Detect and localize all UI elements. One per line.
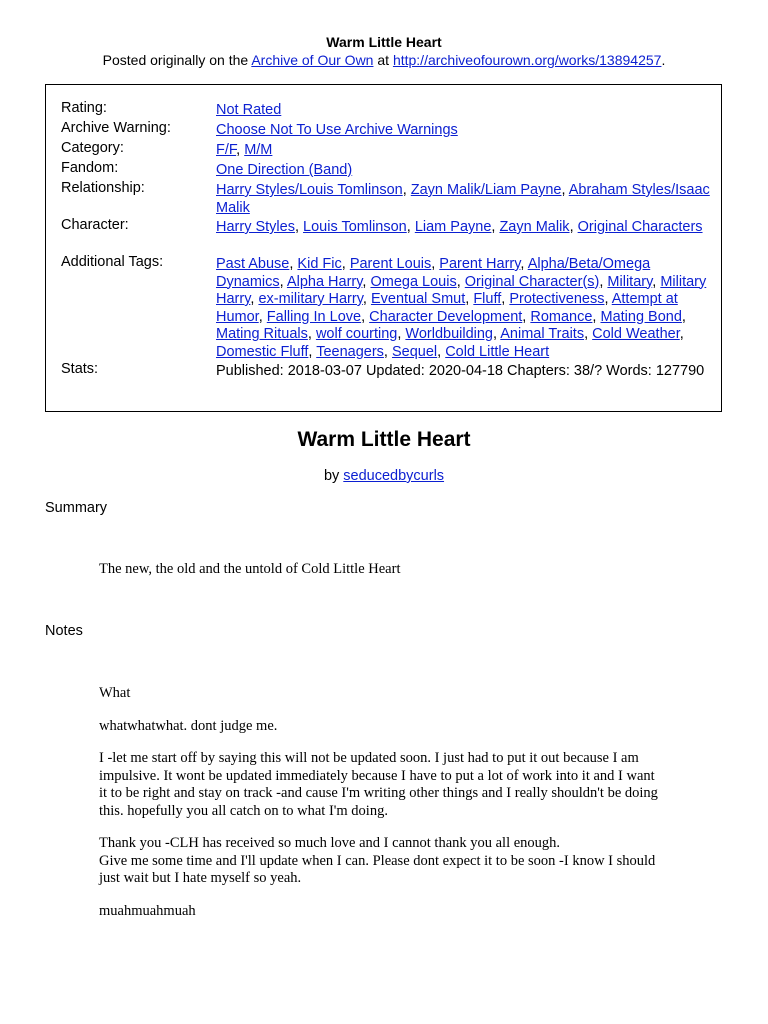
category-link[interactable]: M/M [244, 142, 273, 158]
character-label: Character: [61, 217, 129, 233]
notes-paragraph-2: whatwhatwhat. dont judge me. [99, 717, 278, 734]
relationship-label: Relationship: [61, 180, 145, 196]
tag-link[interactable]: Cold Weather [592, 326, 680, 342]
posted-line [0, 52, 768, 68]
tag-link[interactable]: Romance [530, 308, 593, 325]
tag-link[interactable]: Sequel [391, 343, 438, 360]
tag-link[interactable]: Fluff [473, 291, 502, 307]
character-link[interactable]: Harry Styles [216, 219, 295, 235]
byline [0, 468, 768, 484]
notes-paragraph-4-line-2: Give me some time and I'll update when I can. Please dont expect it to be soon -I know I should just wait but I hate myself so yeah. [99, 852, 656, 886]
work-url-link[interactable]: http://archiveofourown.org/works/13894257 [392, 52, 662, 68]
relationship-link[interactable]: Harry Styles/Louis Tomlinson [216, 182, 403, 198]
summary-text [99, 561, 664, 579]
posted-prefix: Posted originally on the [102, 52, 252, 68]
work-metadata-box [45, 84, 722, 412]
fandom-label: Fandom: [61, 160, 119, 176]
summary-heading: Summary [45, 500, 108, 516]
warning-label: Archive Warning: [61, 120, 171, 136]
work-title: Warm Little Heart [297, 428, 471, 451]
tag-link[interactable]: Past Abuse [216, 256, 290, 272]
tag-list: Past Abuse, Kid Fic, Parent Louis, Parent Harry, Alpha/Beta/Omega Dynamics, Alpha Harry, Omega Louis, Original Character(s), Military, Military Harry, ex-military Harry, Eventual Smut, Fluff, Protectiveness, Attempt at Humor, Falling In Love, Character Development, Romance, Mating Bond, Mating Rituals, wolf courting, Worldbuilding, Animal Traits, Cold Weather, Domestic Fluff, Teenagers, Sequel, Cold Little Heart [216, 256, 707, 360]
summary-paragraph: The new, the old and the untold of Cold Little Heart [99, 561, 401, 577]
character-link[interactable]: Liam Payne [414, 219, 492, 235]
category-list: F/F, M/M [216, 142, 273, 158]
notes-text [99, 685, 664, 920]
stats-value: Published: 2018-03-07 Updated: 2020-04-18 Chapters: 38/? Words: 127790 [216, 363, 705, 379]
tag-link[interactable]: Military Harry [216, 273, 707, 307]
relationship-list: Harry Styles/Louis Tomlinson, Zayn Malik/Liam Payne, Abraham Styles/Isaac Malik [216, 182, 710, 216]
tag-link[interactable]: ex-military Harry [258, 291, 363, 307]
author-link[interactable]: seducedbycurls [343, 468, 445, 484]
tag-link[interactable]: Domestic Fluff [216, 343, 309, 360]
tag-link[interactable]: Military [607, 273, 653, 290]
notes-heading: Notes [45, 623, 83, 639]
rating-link[interactable]: Not Rated [216, 102, 282, 118]
character-link[interactable]: Zayn Malik [499, 219, 570, 235]
tag-link[interactable]: Parent Louis [349, 256, 432, 272]
tag-link[interactable]: Parent Harry [439, 256, 521, 272]
tag-link[interactable]: Falling In Love [266, 308, 362, 325]
tag-link[interactable]: Alpha/Beta/Omega Dynamics [216, 256, 651, 290]
posted-suffix: . [661, 52, 666, 68]
relationship-link[interactable]: Abraham Styles/Isaac Malik [216, 182, 710, 216]
tag-link[interactable]: Character Development [369, 308, 523, 325]
character-list: Harry Styles, Louis Tomlinson, Liam Payne, Zayn Malik, Original Characters [216, 219, 703, 235]
tag-link[interactable]: Animal Traits [500, 326, 585, 342]
tag-link[interactable]: Kid Fic [297, 256, 342, 272]
by-prefix: by [323, 468, 344, 484]
tag-link[interactable]: Mating Bond [600, 308, 682, 325]
notes-paragraph-5: muahmuahmuah [99, 902, 196, 919]
warning-link[interactable]: Choose Not To Use Archive Warnings [216, 122, 458, 138]
tag-link[interactable]: Omega Louis [370, 273, 457, 290]
notes-paragraph-4-line-1: Thank you -CLH has received so much love and I cannot thank you all enough. [99, 835, 561, 851]
tag-link[interactable]: Attempt at Humor [216, 291, 678, 325]
tag-link[interactable]: Mating Rituals [216, 326, 308, 342]
category-label: Category: [61, 140, 124, 156]
notes-paragraph-1: What [99, 685, 131, 701]
tags-label: Additional Tags: [61, 254, 164, 270]
tag-link[interactable]: Alpha Harry [286, 273, 363, 290]
category-link[interactable]: F/F [216, 142, 237, 158]
tag-link[interactable]: Eventual Smut [370, 291, 466, 307]
tag-link[interactable]: Original Character(s) [464, 273, 600, 290]
fandom-link[interactable]: One Direction (Band) [216, 162, 353, 178]
tag-link[interactable]: Teenagers [316, 343, 384, 360]
posted-mid: at [373, 52, 393, 68]
character-link[interactable]: Louis Tomlinson [303, 219, 407, 235]
document-header-title: Warm Little Heart [326, 34, 442, 50]
tag-link[interactable]: Worldbuilding [405, 326, 493, 342]
notes-paragraph-3: I -let me start off by saying this will not be updated soon. I just had to put it out because I am impulsive. It wont be updated immediately because I have to put a lot of work into it and I want it to be right and stay on track -and cause I'm writing other things and I really shouldn't be doing this. hopefully you all catch on to what I'm doing. [99, 750, 658, 819]
stats-label: Stats: [61, 361, 99, 377]
relationship-link[interactable]: Zayn Malik/Liam Payne [410, 182, 562, 198]
archive-link[interactable]: Archive of Our Own [251, 52, 374, 68]
tag-link[interactable]: Cold Little Heart [445, 343, 550, 360]
character-link[interactable]: Original Characters [577, 219, 703, 235]
tag-link[interactable]: Protectiveness [509, 291, 605, 307]
rating-label: Rating: [61, 100, 107, 116]
tag-link[interactable]: wolf courting [315, 326, 398, 342]
